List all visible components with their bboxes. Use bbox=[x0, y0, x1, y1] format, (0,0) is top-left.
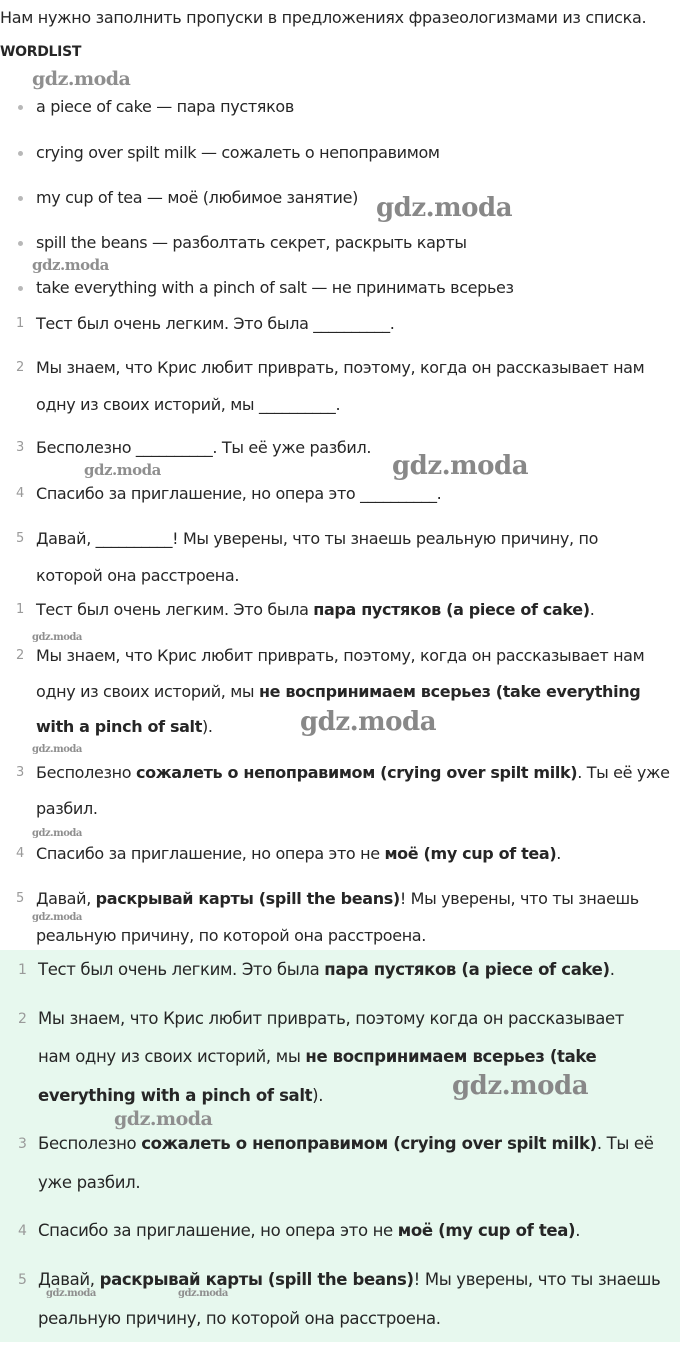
bullet-icon bbox=[18, 196, 23, 201]
watermark: gdz.moda bbox=[32, 828, 82, 839]
answer-sentence bbox=[36, 889, 639, 908]
item-number: 3 bbox=[18, 1136, 27, 1152]
answer-text: . bbox=[556, 844, 562, 863]
answer-phrase: раскрывай карты (spill the beans) bbox=[95, 889, 400, 908]
wordlist-item: crying over spilt milk — сожалеть о непоправимом bbox=[36, 143, 440, 162]
watermark: gdz.moda bbox=[32, 744, 82, 755]
bullet-icon bbox=[18, 286, 23, 291]
answer-text: ! Мы уверены, что ты знаешь bbox=[399, 889, 639, 908]
item-number: 3 bbox=[16, 440, 25, 455]
answer-text: Спасибо за приглашение, но опера это не bbox=[38, 1221, 398, 1240]
watermark: gdz.moda bbox=[84, 461, 161, 479]
answer-text: Бесполезно bbox=[38, 1134, 142, 1153]
watermark: gdz.moda bbox=[392, 451, 529, 481]
item-number: 5 bbox=[16, 891, 25, 906]
answer-phrase: everything with a pinch of salt bbox=[38, 1086, 313, 1105]
answer-text: ). bbox=[202, 717, 213, 736]
answer-phrase: раскрывай карты (spill the beans) bbox=[99, 1270, 414, 1289]
bullet-icon bbox=[18, 105, 23, 110]
answer-text: . bbox=[589, 600, 595, 619]
answer-text: Бесполезно bbox=[36, 763, 136, 782]
answer-phrase: сожалеть о непоправимом (crying over spilt milk) bbox=[135, 763, 578, 782]
watermark: gdz.moda bbox=[452, 1071, 589, 1101]
watermark: gdz.moda bbox=[32, 68, 131, 90]
item-number: 5 bbox=[16, 531, 25, 546]
answer-phrase: моё (my cup of tea) bbox=[384, 844, 557, 863]
answer-text: . bbox=[609, 960, 615, 979]
answer-sentence-cont: реальную причину, по которой она расстроена. bbox=[38, 1309, 441, 1328]
item-number: 5 bbox=[18, 1272, 27, 1288]
item-number: 4 bbox=[18, 1223, 27, 1239]
answer-sentence: Мы знаем, что Крис любит приврать, поэтому, когда он рассказывает нам bbox=[36, 646, 645, 665]
answer-sentence bbox=[36, 763, 670, 782]
answer-phrase: не воспринимаем всерьез (take everything bbox=[258, 682, 641, 701]
wordlist-item: take everything with a pinch of salt — не принимать всерьез bbox=[36, 278, 514, 297]
answer-text: Давай, bbox=[38, 1270, 100, 1289]
answer-sentence-cont: реальную причину, по которой она расстроена. bbox=[36, 926, 426, 945]
answer-sentence bbox=[38, 960, 615, 979]
wordlist-title: WORDLIST bbox=[0, 44, 82, 60]
watermark: gdz.moda bbox=[300, 707, 437, 737]
item-number: 4 bbox=[16, 846, 25, 861]
answer-phrase: with a pinch of salt bbox=[36, 717, 202, 736]
answer-text: . Ты её bbox=[596, 1134, 654, 1153]
answer-sentence-cont bbox=[36, 682, 640, 701]
watermark: gdz.moda bbox=[32, 256, 109, 274]
answer-text: нам одну из своих историй, мы bbox=[38, 1047, 306, 1066]
bullet-icon bbox=[18, 241, 23, 246]
wordlist-item: my cup of tea — моё (любимое занятие) bbox=[36, 188, 358, 207]
watermark: gdz.moda bbox=[114, 1108, 213, 1130]
answer-sentence bbox=[38, 1221, 580, 1240]
task-sentence: Тест был очень легким. Это была __________. bbox=[36, 314, 395, 333]
bullet-icon bbox=[18, 151, 23, 156]
answer-phrase: сожалеть о непоправимом (crying over spilt milk) bbox=[141, 1134, 597, 1153]
answer-sentence-cont bbox=[38, 1086, 323, 1105]
answer-sentence-cont: уже разбил. bbox=[38, 1173, 141, 1192]
item-number: 1 bbox=[16, 316, 25, 331]
wordlist-item: spill the beans — разболтать секрет, раскрыть карты bbox=[36, 233, 467, 252]
answer-text: ! Мы уверены, что ты знаешь bbox=[413, 1270, 661, 1289]
item-number: 1 bbox=[18, 962, 27, 978]
answer-text: одну из своих историй, мы bbox=[36, 682, 259, 701]
answer-text: Тест был очень легким. Это была bbox=[38, 960, 325, 979]
wordlist-item: a piece of cake — пара пустяков bbox=[36, 97, 294, 116]
answer-phrase: не воспринимаем всерьез (take bbox=[305, 1047, 597, 1066]
answer-text: Тест был очень легким. Это была bbox=[36, 600, 314, 619]
task-sentence: Мы знаем, что Крис любит приврать, поэтому, когда он рассказывает нам bbox=[36, 358, 645, 377]
answer-phrase: моё (my cup of tea) bbox=[397, 1221, 576, 1240]
answer-text: ). bbox=[312, 1086, 324, 1105]
item-number: 1 bbox=[16, 602, 25, 617]
item-number: 2 bbox=[18, 1011, 27, 1027]
watermark: gdz.moda bbox=[32, 632, 82, 643]
task-sentence-cont: одну из своих историй, мы __________. bbox=[36, 395, 341, 414]
answer-sentence bbox=[38, 1134, 654, 1153]
task-sentence: Спасибо за приглашение, но опера это __________. bbox=[36, 484, 442, 503]
answer-sentence bbox=[38, 1270, 660, 1289]
answer-text: Давай, bbox=[36, 889, 96, 908]
answer-sentence-cont bbox=[38, 1047, 596, 1066]
answer-text: . Ты её уже bbox=[577, 763, 670, 782]
answer-sentence-cont bbox=[36, 717, 213, 736]
answer-sentence-cont: разбил. bbox=[36, 799, 98, 818]
answer-phrase: пара пустяков (a piece of cake) bbox=[313, 600, 590, 619]
answer-sentence bbox=[36, 844, 561, 863]
watermark: gdz.moda bbox=[376, 193, 513, 223]
answer-phrase: пара пустяков (a piece of cake) bbox=[324, 960, 610, 979]
watermark: gdz.moda bbox=[32, 912, 82, 923]
answer-sentence bbox=[36, 600, 594, 619]
item-number: 4 bbox=[16, 486, 25, 501]
intro-text: Нам нужно заполнить пропуски в предложениях фразеологизмами из списка. bbox=[0, 8, 647, 27]
watermark: gdz.moda bbox=[178, 1288, 228, 1299]
task-sentence: Бесполезно __________. Ты её уже разбил. bbox=[36, 438, 372, 457]
task-sentence-cont: которой она расстроена. bbox=[36, 566, 240, 585]
item-number: 2 bbox=[16, 360, 25, 375]
task-sentence: Давай, __________! Мы уверены, что ты знаешь реальную причину, по bbox=[36, 529, 599, 548]
answer-sentence: Мы знаем, что Крис любит приврать, поэтому когда он рассказывает bbox=[38, 1009, 625, 1028]
item-number: 3 bbox=[16, 765, 25, 780]
answer-text: . bbox=[575, 1221, 581, 1240]
answer-text: Спасибо за приглашение, но опера это не bbox=[36, 844, 385, 863]
watermark: gdz.moda bbox=[46, 1288, 96, 1299]
item-number: 2 bbox=[16, 648, 25, 663]
